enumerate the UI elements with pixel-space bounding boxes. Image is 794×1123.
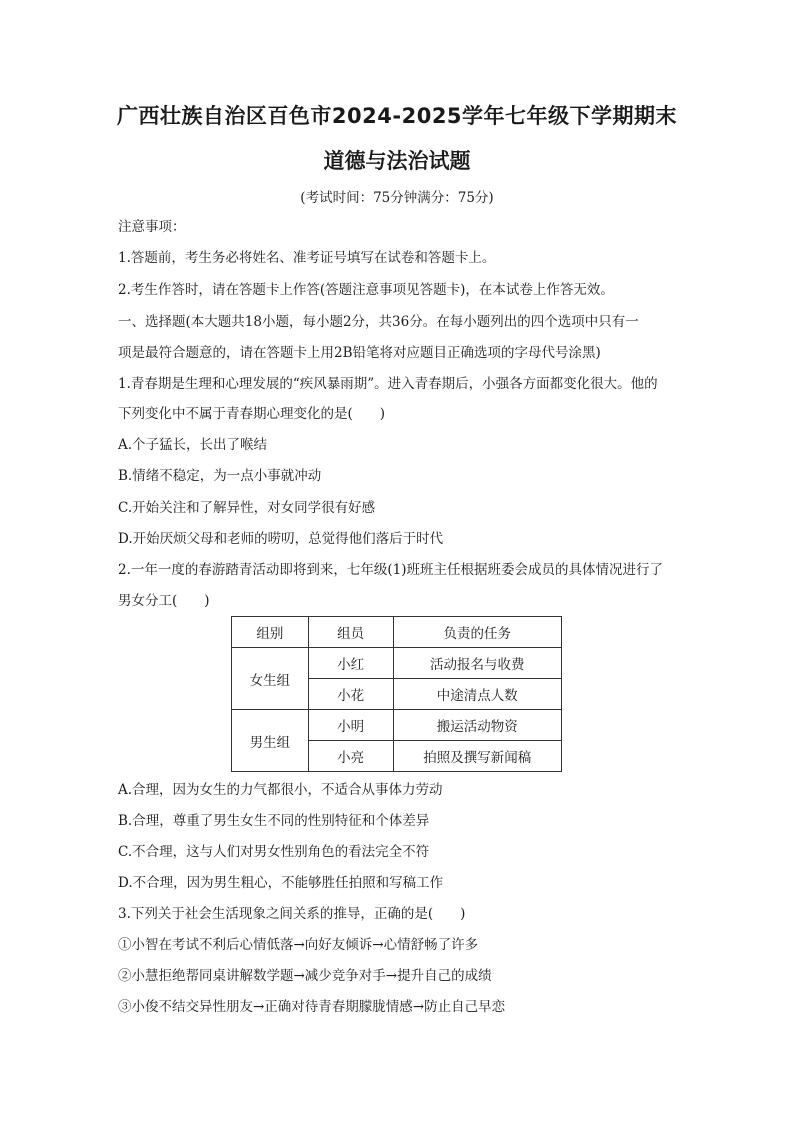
question-2-option: D.不合理，因为男生粗心，不能够胜任拍照和写稿工作 [118, 875, 444, 891]
table-row [232, 710, 562, 741]
exam-subject-title: 道德与法治试题 [323, 149, 471, 173]
group-cell: 男生组 [232, 710, 309, 772]
task-assignment-table [231, 616, 562, 772]
question-1-option: C.开始关注和了解异性，对女同学很有好感 [118, 500, 376, 516]
question-1-stem: 1.青春期是生理和心理发展的“疾风暴雨期”。进入青春期后，小强各方面都变化很大。他的 [118, 376, 658, 392]
member-cell: 小亮 [308, 741, 393, 772]
question-3-item: ①小智在考试不利后心情低落→向好友倾诉→心情舒畅了许多 [118, 937, 479, 953]
table-header-cell: 组别 [232, 617, 309, 648]
section-instruction: 项是最符合题意的，请在答题卡上用2B铅笔将对应题目正确选项的字母代号涂黑) [118, 345, 601, 361]
table-row [232, 648, 562, 679]
task-cell: 活动报名与收费 [393, 648, 561, 679]
table-header-cell: 负责的任务 [393, 617, 561, 648]
question-3-item: ③小俊不结交异性朋友→正确对待青春期朦胧情感→防止自己早恋 [118, 999, 506, 1015]
group-cell: 女生组 [232, 648, 309, 710]
notice-item: 2.考生作答时，请在答题卡上作答(答题注意事项见答题卡)，在本试卷上作答无效。 [118, 282, 614, 298]
question-2-option: C.不合理，这与人们对男女性别角色的看法完全不符 [118, 844, 430, 860]
task-cell: 拍照及撰写新闻稿 [393, 741, 561, 772]
question-3-item: ②小慧拒绝帮同桌讲解数学题→减少竞争对手→提升自己的成绩 [118, 968, 492, 984]
question-1-option: D.开始厌烦父母和老师的唠叨，总觉得他们落后于时代 [118, 531, 444, 547]
question-2-stem: 2.一年一度的春游踏青活动即将到来，七年级(1)班班主任根据班委会成员的具体情况进行了 [118, 562, 664, 578]
notice-heading: 注意事项： [118, 219, 186, 235]
member-cell: 小明 [308, 710, 393, 741]
notice-item: 1.答题前，考生务必将姓名、准考证号填写在试卷和答题卡上。 [118, 250, 496, 266]
question-3-stem: 3.下列关于社会生活现象之间关系的推导，正确的是( ) [118, 906, 466, 922]
member-cell: 小红 [308, 648, 393, 679]
question-1-stem: 下列变化中不属于青春期心理变化的是( ) [118, 406, 386, 422]
exam-title: 广西壮族自治区百色市2024-2025学年七年级下学期期末 [116, 104, 678, 128]
exam-info: (考试时间：75分钟满分：75分) [300, 190, 494, 206]
question-1-option: A.个子猛长，长出了喉结 [118, 437, 268, 453]
question-2-option: A.合理，因为女生的力气都很小，不适合从事体力劳动 [118, 782, 443, 798]
section-instruction: 一、选择题(本大题共18小题，每小题2分，共36分。在每小题列出的四个选项中只有一 [118, 314, 639, 330]
question-2-stem: 男女分工( ) [118, 593, 210, 609]
question-2-option: B.合理，尊重了男生女生不同的性别特征和个体差异 [118, 813, 430, 829]
table-header-row [232, 617, 562, 648]
task-cell: 搬运活动物资 [393, 710, 561, 741]
table-header-cell: 组员 [308, 617, 393, 648]
member-cell: 小花 [308, 679, 393, 710]
question-1-option: B.情绪不稳定，为一点小事就冲动 [118, 468, 322, 484]
task-cell: 中途清点人数 [393, 679, 561, 710]
